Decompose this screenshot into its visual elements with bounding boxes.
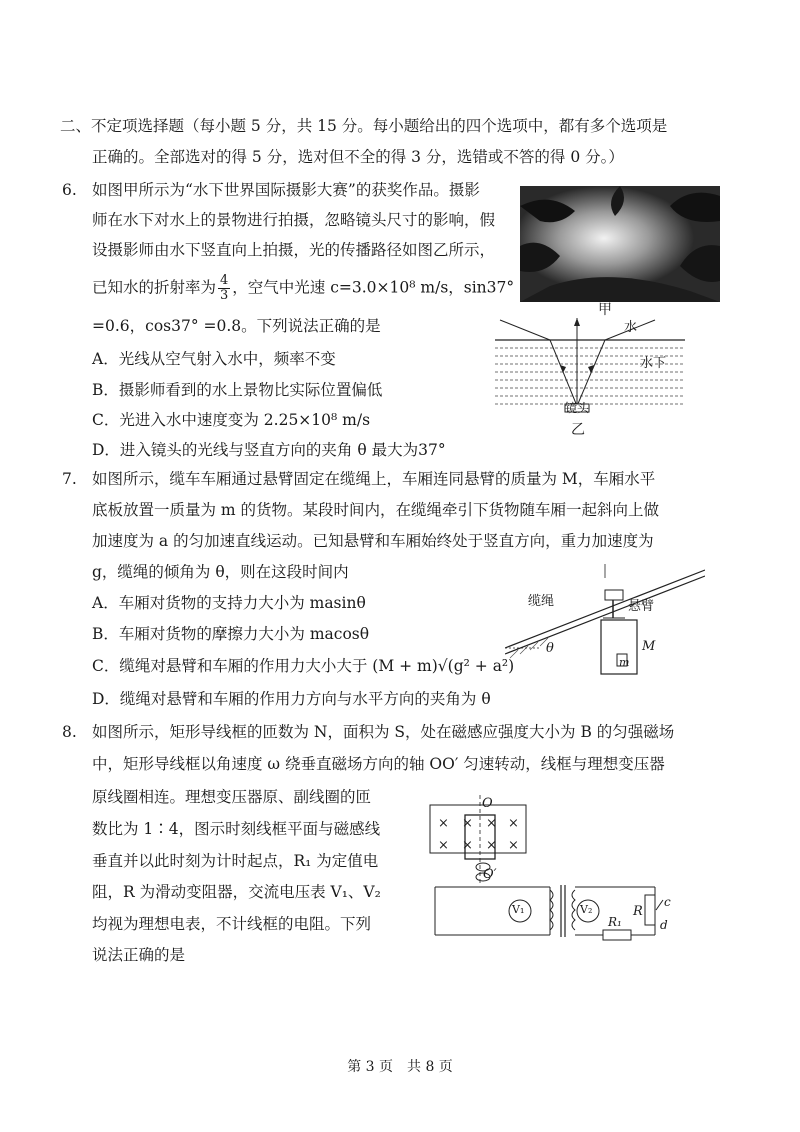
q8-stem-line-7: 均视为理想电表，不计线框的电阻。下列 xyxy=(92,915,372,933)
q6-stem-line-2: 师在水下对水上的景物进行拍摄，忽略镜头尺寸的影响，假 xyxy=(92,211,496,229)
refraction-diagram-label: 乙 xyxy=(571,422,585,438)
q7-stem-line-4: g，缆绳的倾角为 θ，则在这段时间内 xyxy=(92,563,349,581)
question-6-number: 6. xyxy=(62,181,77,199)
q8-stem-line-5: 垂直并以此时刻为计时起点，R₁ 为定值电 xyxy=(92,852,379,870)
voltmeter-v2-label: V₂ xyxy=(580,903,593,916)
q7-stem-line-2: 底板放置一质量为 m 的货物。某段时间内，在缆绳牵引下货物随车厢一起斜向上做 xyxy=(92,501,660,519)
q8-stem-line-1: 如图所示，矩形导线框的匝数为 N，面积为 S，处在磁感应强度大小为 B 的匀强磁场 xyxy=(92,723,675,741)
q7-option-a: A．车厢对货物的支持力大小为 masinθ xyxy=(92,594,366,612)
field-mark-5: × xyxy=(438,838,449,853)
q6-stem-line-5: =0.6，cos37° =0.8。下列说法正确的是 xyxy=(92,317,381,335)
photo-figure xyxy=(520,186,720,302)
terminal-c-label: c xyxy=(664,895,671,909)
rheostat-r-label: R xyxy=(633,904,643,919)
cable-car-diagram xyxy=(505,560,705,690)
q6-stem-line-4b: ，空气中光速 c=3.0×10⁸ m/s，sin37° xyxy=(232,278,515,297)
field-mark-1: × xyxy=(438,816,449,831)
axis-o-prime-label: O′ xyxy=(483,867,497,882)
section-heading-line-1: 二、不定项选择题（每小题 5 分，共 15 分。每小题给出的四个选项中，都有多个选项是 xyxy=(60,117,668,135)
q6-option-a: A．光线从空气射入水中，频率不变 xyxy=(92,350,336,368)
page-footer: 第 3 页 共 8 页 xyxy=(347,1059,453,1075)
q7-stem-line-1: 如图所示，缆车车厢通过悬臂固定在缆绳上，车厢连同悬臂的质量为 M，车厢水平 xyxy=(92,470,656,488)
field-mark-2: × xyxy=(462,816,473,831)
field-mark-3: × xyxy=(486,816,497,831)
q7-option-d: D．缆绳对悬臂和车厢的作用力方向与水平方向的夹角为 θ xyxy=(92,690,491,708)
underwater-photo-image xyxy=(520,186,720,302)
voltmeter-v1-label: V₁ xyxy=(512,903,525,916)
q8-stem-line-2: 中，矩形导线框以角速度 ω 绕垂直磁场方向的轴 OO′ 匀速转动，线框与理想变压器 xyxy=(92,755,665,773)
diagram-lens-label: 镜头 xyxy=(565,401,590,415)
q6-option-c: C．光进入水中速度变为 2.25×10⁸ m/s xyxy=(92,411,371,429)
question-7-number: 7. xyxy=(62,470,77,488)
q8-stem-line-8: 说法正确的是 xyxy=(92,946,186,964)
q6-stem-line-4a: 已知水的折射率为 xyxy=(92,278,217,297)
diagram-water-label: 水 xyxy=(624,320,638,335)
field-mark-6: × xyxy=(462,838,473,853)
cable-rope-label: 缆绳 xyxy=(528,594,555,609)
resistor-r1-label: R₁ xyxy=(608,915,622,929)
q7-stem-line-3: 加速度为 a 的匀加速直线运动。已知悬臂和车厢始终处于竖直方向，重力加速度为 xyxy=(92,532,654,550)
q8-stem-line-4: 数比为 1∶4，图示时刻线框平面与磁感线 xyxy=(92,820,381,838)
question-8-number: 8. xyxy=(62,723,77,741)
q6-stem-line-3: 设摄影师由水下竖直向上拍摄，光的传播路径如图乙所示， xyxy=(92,241,496,259)
refractive-index-fraction: $\frac{4}{3}$ xyxy=(220,273,229,303)
q7-option-c: C．缆绳对悬臂和车厢的作用力大小大于 (M + m)√(g² + a²) xyxy=(92,657,515,675)
photo-figure-label: 甲 xyxy=(598,302,612,318)
q8-stem-line-6: 阻，R 为滑动变阻器，交流电压表 V₁、V₂ xyxy=(92,883,381,901)
q6-stem-line-1: 如图甲所示为“水下世界国际摄影大赛”的获奖作品。摄影 xyxy=(92,181,480,199)
q6-option-b: B．摄影师看到的水上景物比实际位置偏低 xyxy=(92,381,383,399)
field-mark-4: × xyxy=(508,816,519,831)
q6-stem-line-4 xyxy=(92,274,514,303)
section-heading-line-2: 正确的。全部选对的得 5 分，选对但不全的得 3 分，选错或不答的得 0 分。） xyxy=(92,148,624,166)
field-mark-7: × xyxy=(486,838,497,853)
q7-option-b: B．车厢对货物的摩擦力大小为 macosθ xyxy=(92,625,370,643)
axis-o-label: O xyxy=(482,796,493,811)
diagram-underwater-label: 水下 xyxy=(640,356,667,371)
incline-angle-label: θ xyxy=(546,641,554,656)
q6-option-d: D．进入镜头的光线与竖直方向的夹角 θ 最大为37° xyxy=(92,441,446,459)
refraction-diagram xyxy=(495,318,695,430)
suspension-arm-label: 悬臂 xyxy=(628,599,655,614)
terminal-d-label: d xyxy=(660,918,668,932)
cargo-mass-label: m xyxy=(619,656,630,669)
car-mass-label: M xyxy=(642,639,656,654)
q8-stem-line-3: 原线圈相连。理想变压器原、副线圈的匝 xyxy=(92,788,372,806)
field-mark-8: × xyxy=(508,838,519,853)
